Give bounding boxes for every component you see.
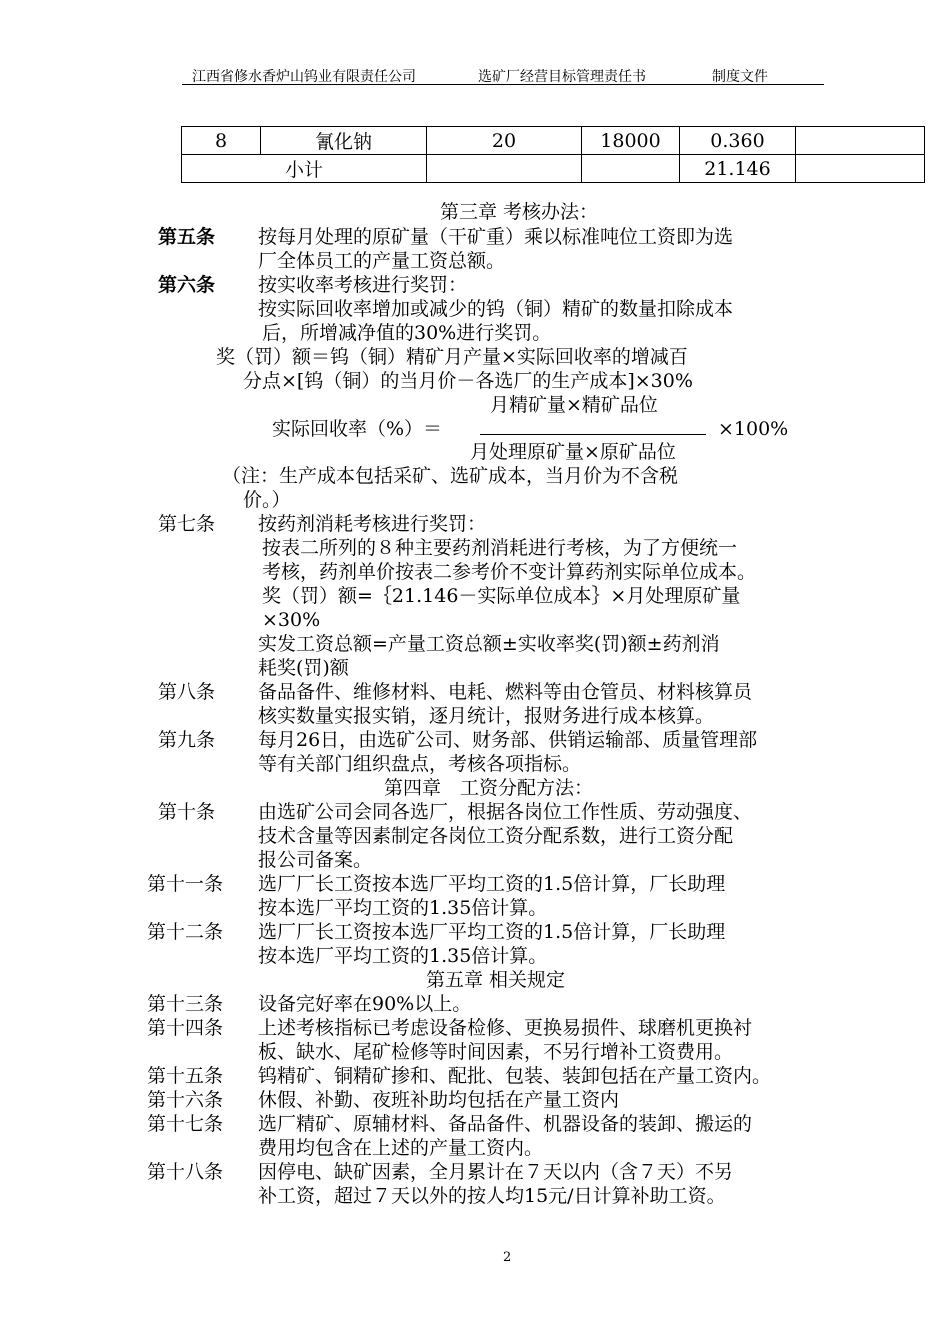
art17-line2: 费用均包含在上述的产量工资内。	[258, 1137, 544, 1159]
table-cell: 21.146	[680, 155, 796, 183]
header-doc-type: 制度文件	[712, 69, 768, 85]
chapter4-title: 第四章 工资分配方法：	[384, 777, 594, 799]
art6-note-line2: 价。）	[243, 489, 291, 511]
art5-label: 第五条	[158, 226, 216, 248]
table-cell: 18000	[582, 127, 680, 155]
table-row	[182, 155, 925, 183]
art12-line2: 按本选厂平均工资的1.35倍计算。	[258, 945, 548, 967]
recovery-fraction-numerator: 月精矿量×精矿品位	[490, 394, 658, 416]
table-cell	[796, 155, 925, 183]
recovery-fraction-label: 实际回收率（%）＝	[272, 418, 443, 440]
fraction-bar	[480, 434, 706, 435]
chapter5-title: 第五章 相关规定	[426, 969, 566, 991]
art8-line2: 核实数量实报实销，逐月统计，报财务进行成本核算。	[258, 705, 715, 727]
page-number: 2	[503, 1250, 512, 1265]
art6-label: 第六条	[158, 274, 216, 296]
art6-line3: 后，所增减净值的30%进行奖罚。	[262, 322, 552, 344]
table-cell	[427, 155, 582, 183]
art16-label: 第十六条	[147, 1089, 224, 1111]
art11-line1: 选厂厂长工资按本选厂平均工资的1.5倍计算，厂长助理	[258, 873, 726, 895]
table-cell: 0.360	[680, 127, 796, 155]
art7-label: 第七条	[158, 513, 216, 535]
table-cell: 氰化钠	[261, 127, 427, 155]
art7-line6: 实发工资总额=产量工资总额±实收率奖(罚)额±药剂消	[258, 633, 720, 655]
art14-line1: 上述考核指标已考虑设备检修、更换易损件、球磨机更换衬	[258, 1017, 753, 1039]
art8-line1: 备品备件、维修材料、电耗、燃料等由仓管员、材料核算员	[258, 681, 753, 703]
recovery-fraction-factor: ×100%	[718, 418, 789, 440]
art13-label: 第十三条	[147, 993, 224, 1015]
table-cell: 8	[182, 127, 261, 155]
art10-line2: 技术含量等因素制定各岗位工资分配系数，进行工资分配	[258, 825, 734, 847]
art12-label: 第十二条	[147, 921, 224, 943]
table-cell	[582, 155, 680, 183]
art6-line2: 按实际回收率增加或减少的钨（铜）精矿的数量扣除成本	[258, 298, 734, 320]
art18-line1: 因停电、缺矿因素，全月累计在７天以内（含７天）不另	[258, 1161, 734, 1183]
header-rule	[182, 84, 824, 85]
art14-line2: 板、缺水、尾矿检修等时间因素，不另行增补工资费用。	[258, 1041, 734, 1063]
art7-line7: 耗奖(罚)额	[258, 657, 349, 679]
art10-line3: 报公司备案。	[258, 849, 373, 871]
art10-label: 第十条	[158, 801, 216, 823]
art17-line1: 选厂精矿、原辅材料、备品备件、机器设备的装卸、搬运的	[258, 1113, 753, 1135]
art13-line1: 设备完好率在90%以上。	[258, 993, 472, 1015]
art6-formula1-line2: 分点×[钨（铜）的当月价－各选厂的生产成本]×30%	[243, 370, 693, 392]
reagent-table	[181, 126, 925, 183]
art11-label: 第十一条	[147, 873, 224, 895]
table-cell	[796, 127, 925, 155]
art7-line2: 按表二所列的８种主要药剂消耗进行考核，为了方便统一	[262, 537, 738, 559]
art11-line2: 按本选厂平均工资的1.35倍计算。	[258, 897, 548, 919]
art5-line2: 厂全体员工的产量工资总额。	[258, 250, 506, 272]
art7-line4: 奖（罚）额=｛21.146－实际单位成本｝×月处理原矿量	[262, 585, 741, 607]
art7-line1: 按药剂消耗考核进行奖罚：	[258, 513, 487, 535]
art16-line1: 休假、补勤、夜班补助均包括在产量工资内	[258, 1089, 620, 1111]
art7-line5: ×30%	[262, 609, 321, 631]
art8-label: 第八条	[158, 681, 216, 703]
table-cell: 小计	[182, 155, 427, 183]
art9-label: 第九条	[158, 729, 216, 751]
art14-label: 第十四条	[147, 1017, 224, 1039]
art18-line2: 补工资，超过７天以外的按人均15元/日计算补助工资。	[258, 1185, 726, 1207]
art18-label: 第十八条	[147, 1161, 224, 1183]
art9-line1: 每月26日，由选矿公司、财务部、供销运输部、质量管理部	[258, 729, 758, 751]
art9-line2: 等有关部门组织盘点，考核各项指标。	[258, 753, 582, 775]
art6-line1: 按实收率考核进行奖罚：	[258, 274, 468, 296]
art6-note-line1: （注：生产成本包括采矿、选矿成本，当月价为不含税	[222, 465, 679, 487]
art15-label: 第十五条	[147, 1065, 224, 1087]
chapter3-title: 第三章 考核办法：	[440, 201, 599, 223]
art7-line3: 考核，药剂单价按表二参考价不变计算药剂实际单位成本。	[262, 561, 757, 583]
art15-line1: 钨精矿、铜精矿掺和、配批、包装、装卸包括在产量工资内。	[258, 1065, 772, 1087]
art5-line1: 按每月处理的原矿量（干矿重）乘以标准吨位工资即为选	[258, 226, 734, 248]
recovery-fraction-denominator: 月处理原矿量×原矿品位	[470, 441, 676, 463]
art10-line1: 由选矿公司会同各选厂，根据各岗位工作性质、劳动强度、	[258, 801, 753, 823]
table-cell: 20	[427, 127, 582, 155]
art12-line1: 选厂厂长工资按本选厂平均工资的1.5倍计算，厂长助理	[258, 921, 726, 943]
art6-formula1-line1: 奖（罚）额＝钨（铜）精矿月产量×实际回收率的增减百	[216, 346, 688, 368]
table-row	[182, 127, 925, 155]
art17-label: 第十七条	[147, 1113, 224, 1135]
header-doc-title: 选矿厂经营目标管理责任书	[478, 69, 646, 85]
header-company: 江西省修水香炉山钨业有限责任公司	[192, 69, 416, 85]
